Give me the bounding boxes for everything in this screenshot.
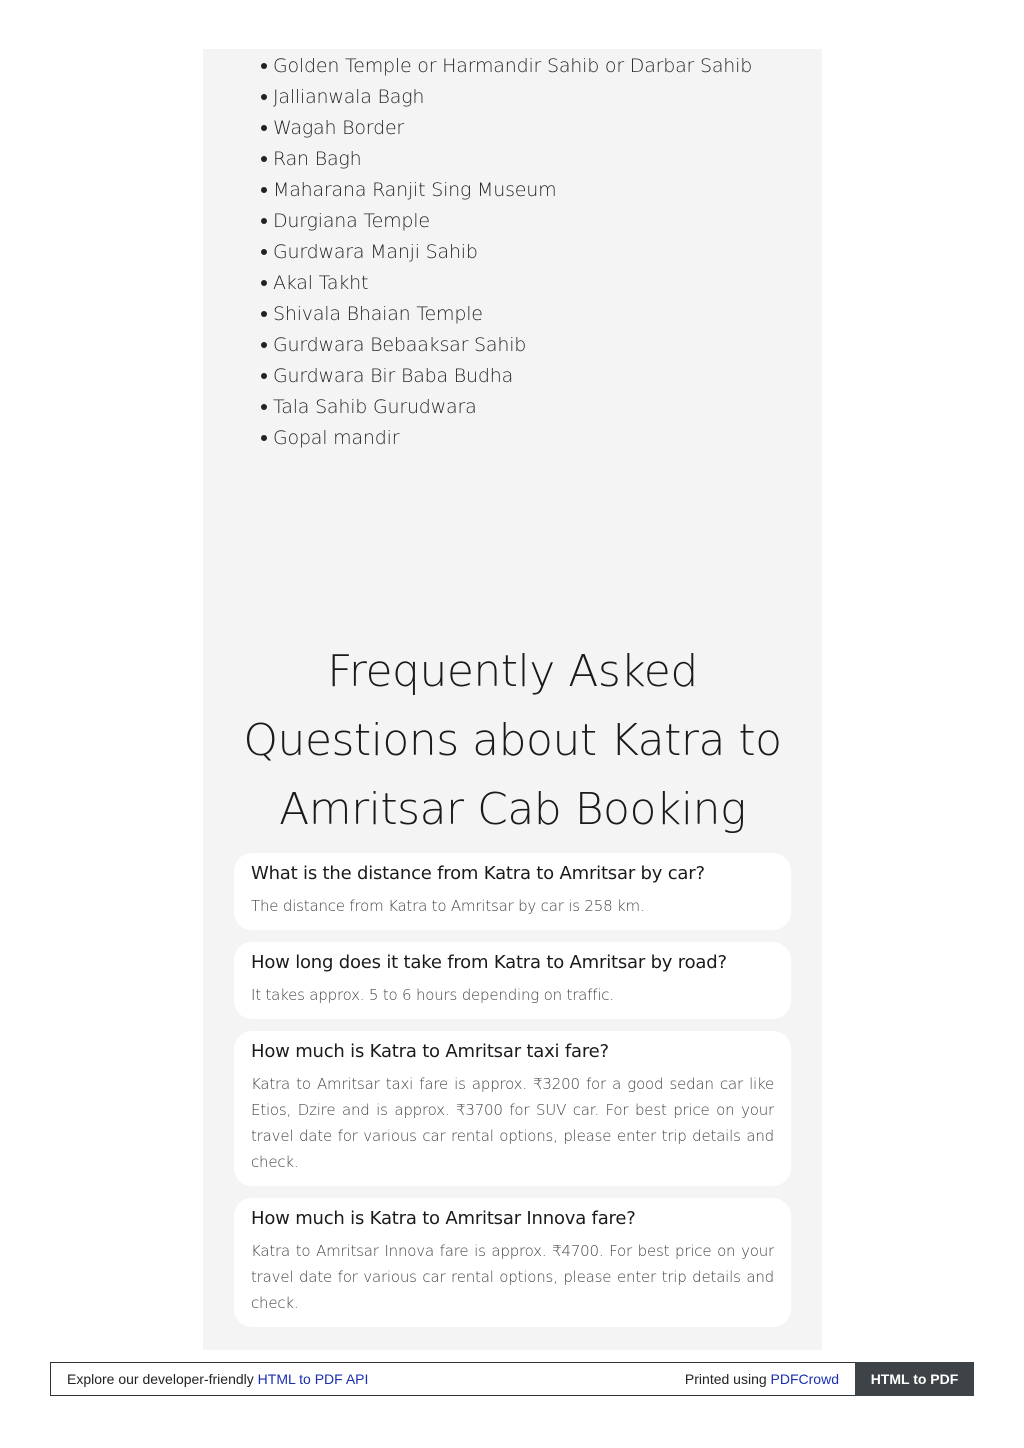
faq-answer: Katra to Amritsar taxi fare is approx. ₹3200 for a good sedan car like Etios, Dzire and is approx. ₹3700 for SUV car. For best price on your travel date for various car rental options, please enter trip details and check. — [251, 1075, 774, 1171]
list-item: Gopal mandir — [261, 423, 752, 454]
bullet-icon — [261, 435, 267, 441]
faq-question: How much is Katra to Amritsar Innova fare? — [251, 1208, 636, 1229]
list-item: Durgiana Temple — [261, 206, 752, 237]
list-item: Golden Temple or Harmandir Sahib or Darbar Sahib — [261, 51, 752, 82]
faq-question: What is the distance from Katra to Amritsar by car? — [251, 863, 705, 884]
bullet-icon — [261, 280, 267, 286]
faq-heading-line: Amritsar Cab Booking — [279, 784, 746, 835]
faq-item — [234, 942, 791, 1019]
list-item: Maharana Ranjit Sing Museum — [261, 175, 752, 206]
html-to-pdf-button[interactable]: HTML to PDF — [855, 1362, 974, 1396]
list-item: Gurdwara Bir Baba Budha — [261, 361, 752, 392]
content-column — [203, 49, 822, 1350]
faq-heading-line: Questions about Katra to — [243, 715, 782, 766]
bullet-icon — [261, 218, 267, 224]
faq-heading — [203, 637, 822, 844]
faq-list — [234, 853, 791, 1339]
bullet-icon — [261, 94, 267, 100]
list-item: Tala Sahib Gurudwara — [261, 392, 752, 423]
list-item: Gurdwara Bebaaksar Sahib — [261, 330, 752, 361]
list-item: Wagah Border — [261, 113, 752, 144]
bullet-icon — [261, 156, 267, 162]
list-item: Gurdwara Manji Sahib — [261, 237, 752, 268]
list-item: Akal Takht — [261, 268, 752, 299]
faq-answer: It takes approx. 5 to 6 hours depending on traffic. — [251, 986, 614, 1004]
bullet-icon — [261, 249, 267, 255]
faq-item — [234, 853, 791, 930]
bullet-icon — [261, 125, 267, 131]
footer-printed: Printed using PDFCrowd — [684, 1371, 839, 1387]
pdfcrowd-link[interactable]: PDFCrowd — [770, 1371, 839, 1387]
bullet-icon — [261, 342, 267, 348]
attractions-list — [261, 51, 752, 454]
bullet-icon — [261, 311, 267, 317]
faq-answer: Katra to Amritsar Innova fare is approx. ₹4700. For best price on your travel date for various car rental options, please enter trip details and check. — [251, 1242, 774, 1312]
faq-answer: The distance from Katra to Amritsar by car is 258 km. — [251, 897, 645, 915]
html-to-pdf-api-link[interactable]: HTML to PDF API — [257, 1371, 369, 1387]
faq-heading-line: Frequently Asked — [327, 646, 698, 697]
pdfcrowd-footer — [50, 1362, 974, 1396]
list-item: Ran Bagh — [261, 144, 752, 175]
bullet-icon — [261, 404, 267, 410]
faq-question: How much is Katra to Amritsar taxi fare? — [251, 1041, 609, 1062]
faq-question: How long does it take from Katra to Amritsar by road? — [251, 952, 727, 973]
faq-item — [234, 1198, 791, 1327]
faq-item — [234, 1031, 791, 1186]
bullet-icon — [261, 187, 267, 193]
bullet-icon — [261, 63, 267, 69]
footer-explore: Explore our developer-friendly HTML to PDF API — [67, 1371, 369, 1387]
list-item: Jallianwala Bagh — [261, 82, 752, 113]
list-item: Shivala Bhaian Temple — [261, 299, 752, 330]
bullet-icon — [261, 373, 267, 379]
